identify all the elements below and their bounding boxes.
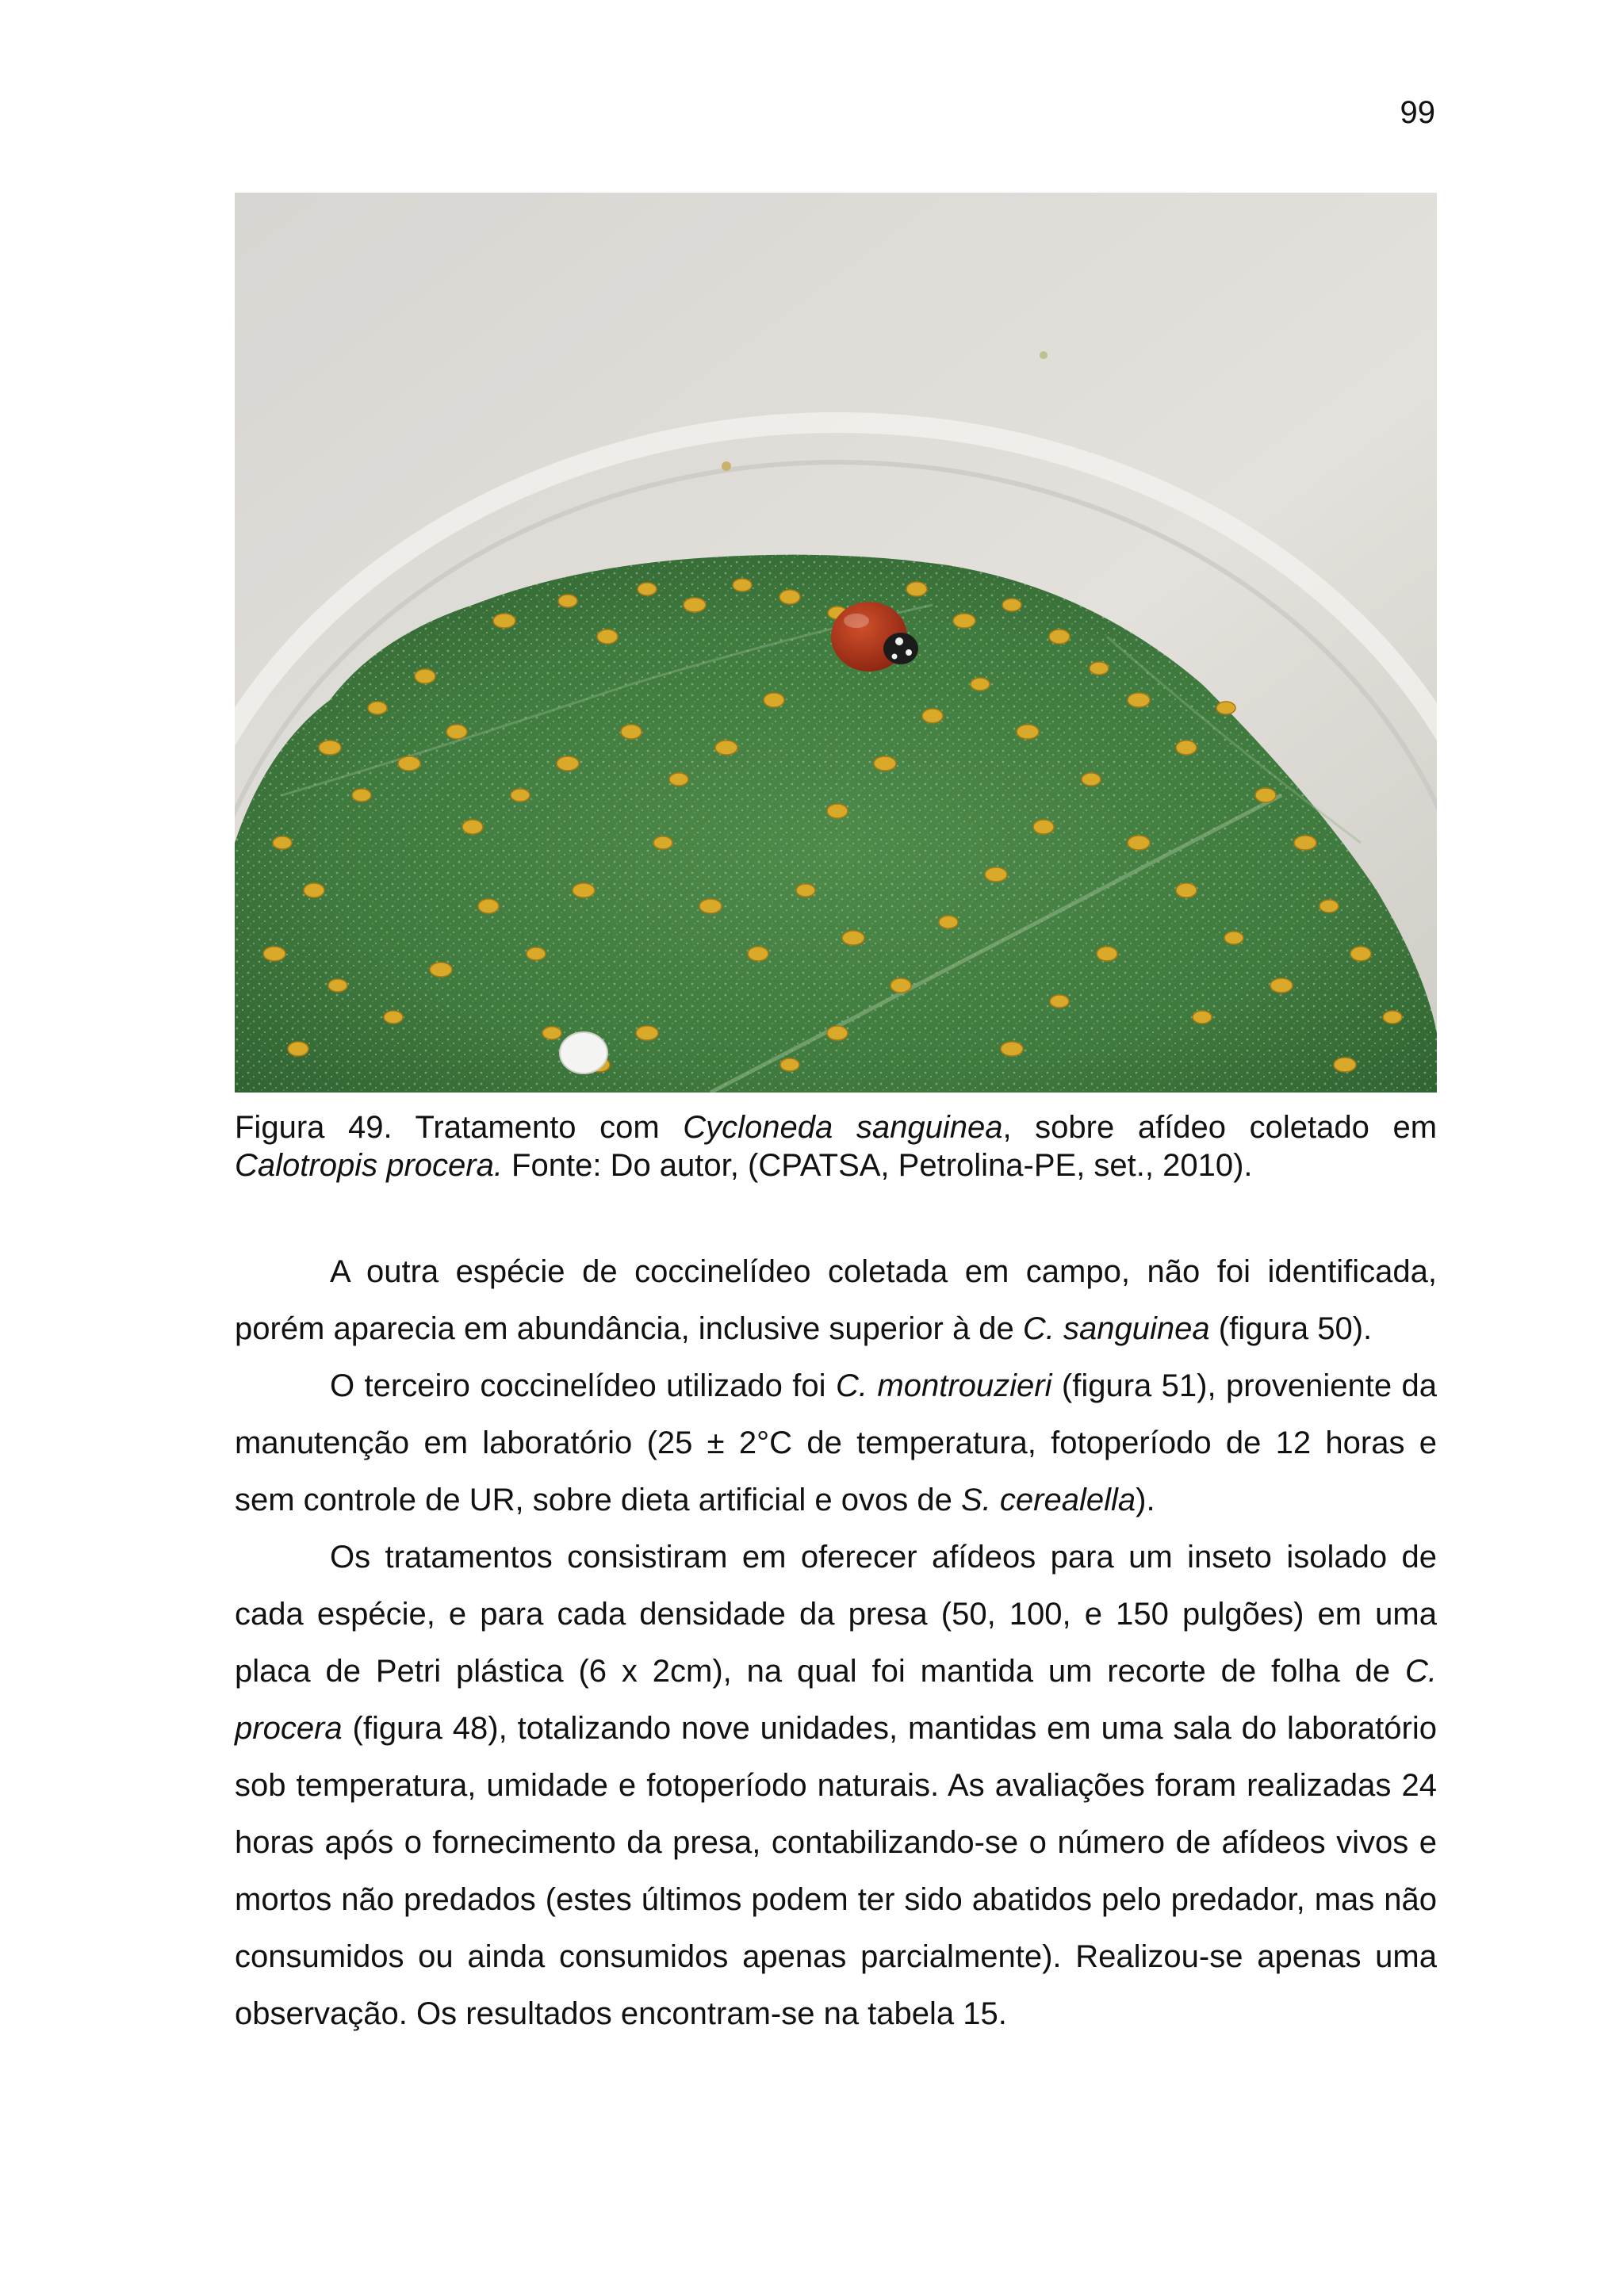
text-run: (figura 51), proveniente da manutenção em laboratório (25 ± 2°C de temperatura, fotoperíodo de 12 horas e sem controle de UR, sobre dieta artificial e ovos de — [235, 1368, 1437, 1517]
caption-line-1 — [235, 1108, 1437, 1146]
photo-illustration — [235, 193, 1437, 1093]
caption-text: Figura 49. Tratamento com — [235, 1110, 684, 1145]
caption-plant-name: Calotropis procera. — [235, 1148, 503, 1183]
caption-species-name: Cycloneda sanguinea — [683, 1110, 1003, 1145]
paragraph-1 — [235, 1243, 1437, 1357]
caption-text: , sobre afídeo coletado em — [1002, 1110, 1438, 1145]
text-run: Os tratamentos consistiram em oferecer afídeos para um inseto isolado de cada espécie, e para cada densidade da presa (50, 100, e 150 pulgões) em uma placa de Petri plástica (6 x 2cm), na qual foi mantida um recorte de folha de — [235, 1540, 1437, 1689]
figure-caption — [235, 1108, 1437, 1184]
text-run: O terceiro coccinelídeo utilizado foi — [330, 1368, 836, 1403]
caption-line-2 — [235, 1146, 1437, 1184]
species-name: C. sanguinea — [1022, 1311, 1210, 1346]
white-egg — [560, 1032, 607, 1073]
text-run: ). — [1136, 1483, 1155, 1517]
species-name: C. procera — [235, 1654, 1437, 1746]
paragraph-3 — [235, 1529, 1437, 2042]
speck — [722, 461, 731, 471]
text-run: (figura 48), totalizando nove unidades, mantidas em uma sala do laboratório sob temperatura, umidade e fotoperíodo naturais. As avaliações foram realizadas 24 horas após o fornecimento da presa, contabilizando-se o número de afídeos vivos e mortos não predados (estes últimos podem ter sido abatidos pelo predador, mas não consumidos ou ainda consumidos apenas parcialmente). Realizou-se apenas uma observação. Os resultados encontram-se na tabela 15. — [235, 1711, 1437, 2031]
figure-photo-ladybird-on-leaf — [235, 193, 1437, 1093]
species-name: C. montrouzieri — [835, 1368, 1052, 1403]
text-run: (figura 50). — [1209, 1311, 1373, 1346]
text-run: A outra espécie de coccinelídeo coletada em campo, não foi identificada, porém aparecia em abundância, inclusive superior à de — [235, 1254, 1437, 1346]
caption-source: Fonte: Do autor, (CPATSA, Petrolina-PE, set., 2010). — [502, 1148, 1253, 1183]
body-text — [235, 1243, 1437, 2042]
page-number: 99 — [1400, 95, 1435, 130]
paragraph-2 — [235, 1357, 1437, 1529]
species-name: S. cerealella — [961, 1483, 1136, 1517]
